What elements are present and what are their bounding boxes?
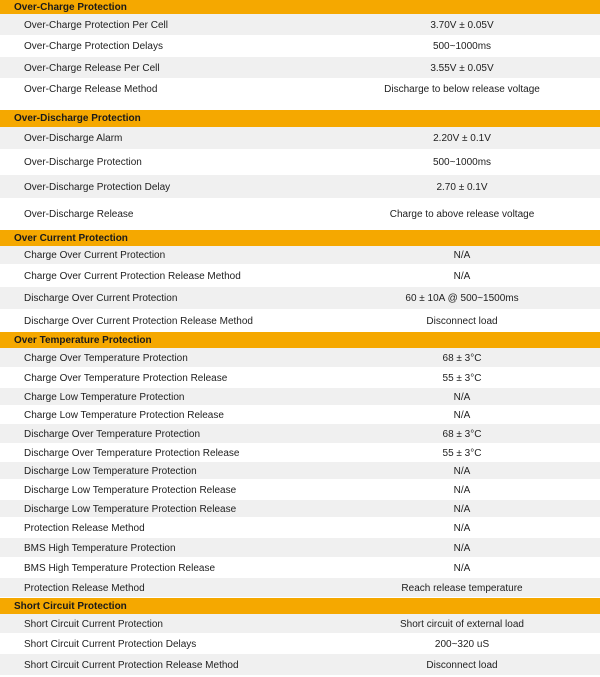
parameter-label: Short Circuit Current Protection	[24, 618, 163, 630]
parameter-value: Discharge to below release voltage	[384, 83, 540, 95]
parameter-value: Disconnect load	[426, 659, 498, 671]
parameter-value: N/A	[453, 409, 471, 421]
parameter-value: Disconnect load	[426, 315, 498, 327]
parameter-label: Charge Over Current Protection Release Method	[24, 270, 241, 282]
table-row	[0, 175, 600, 199]
table-row	[0, 265, 600, 287]
table-row	[0, 444, 600, 462]
table-row	[0, 150, 600, 175]
section-header	[0, 0, 600, 14]
table-row	[0, 480, 600, 500]
parameter-label: Discharge Over Current Protection	[24, 293, 178, 304]
parameter-value: 55 ± 3°C	[442, 372, 482, 384]
section-header	[0, 598, 600, 614]
parameter-value: N/A	[453, 391, 471, 403]
section-title: Over Temperature Protection	[14, 334, 152, 346]
section-header	[0, 230, 600, 246]
parameter-label: BMS High Temperature Protection	[24, 542, 176, 554]
parameter-label: Discharge Low Temperature Protection	[24, 465, 197, 477]
table-row	[0, 127, 600, 150]
table-row	[0, 558, 600, 578]
parameter-value: 55 ± 3°C	[442, 447, 482, 459]
parameter-value: Charge to above release voltage	[389, 208, 535, 220]
parameter-label: Over-Charge Protection Per Cell	[24, 19, 168, 31]
parameter-value: N/A	[453, 484, 471, 496]
parameter-label: Protection Release Method	[24, 582, 145, 594]
table-row	[0, 518, 600, 538]
row-divider	[0, 675, 600, 676]
section-title: Over-Discharge Protection	[14, 113, 141, 124]
table-row	[0, 388, 600, 406]
row-divider	[0, 228, 600, 229]
parameter-value: 2.70 ± 0.1V	[436, 181, 488, 193]
table-row	[0, 79, 600, 99]
parameter-label: Over-Charge Release Per Cell	[24, 62, 160, 74]
table-row	[0, 348, 600, 368]
parameter-label: Over-Charge Release Method	[24, 83, 158, 95]
table-row	[0, 287, 600, 310]
table-row	[0, 634, 600, 654]
parameter-label: Short Circuit Current Protection Delays	[24, 638, 197, 650]
parameter-label: BMS High Temperature Protection Release	[24, 562, 216, 574]
parameter-value: 68 ± 3°C	[442, 428, 482, 440]
parameter-label: Charge Over Current Protection	[24, 250, 166, 261]
parameter-value: 3.70V ± 0.05V	[430, 19, 494, 31]
section-header	[0, 332, 600, 348]
parameter-value: Reach release temperature	[401, 582, 523, 594]
parameter-label: Over-Discharge Alarm	[24, 133, 123, 144]
parameter-value: 500~1000ms	[432, 157, 492, 168]
table-row	[0, 654, 600, 676]
parameter-label: Over-Discharge Release	[24, 208, 134, 220]
section-title: Over Current Protection	[14, 232, 128, 244]
parameter-value: Short circuit of external load	[400, 618, 524, 630]
parameter-label: Discharge Over Current Protection Release Method	[24, 315, 253, 327]
parameter-label: Charge Over Temperature Protection	[24, 352, 188, 364]
table-row	[0, 500, 600, 518]
parameter-value: N/A	[453, 250, 471, 261]
parameter-value: N/A	[453, 562, 471, 574]
parameter-value: N/A	[453, 542, 471, 554]
table-row	[0, 614, 600, 634]
table-row	[0, 462, 600, 480]
parameter-label: Discharge Over Temperature Protection Release	[24, 447, 240, 459]
parameter-value: N/A	[453, 522, 471, 534]
table-row	[0, 406, 600, 424]
table-row	[0, 14, 600, 36]
section-header	[0, 110, 600, 127]
table-row	[0, 246, 600, 265]
table-row	[0, 310, 600, 332]
parameter-label: Discharge Low Temperature Protection Release	[24, 503, 237, 515]
row-divider	[0, 98, 600, 99]
parameter-label: Discharge Low Temperature Protection Release	[24, 484, 237, 496]
parameter-value: 60 ± 10A @ 500~1500ms	[405, 293, 519, 304]
table-row	[0, 57, 600, 79]
parameter-label: Protection Release Method	[24, 522, 145, 534]
table-row	[0, 368, 600, 388]
parameter-label: Charge Low Temperature Protection Release	[24, 409, 224, 421]
section-title: Over-Charge Protection	[14, 1, 127, 13]
parameter-value: 200~320 uS	[434, 638, 490, 650]
parameter-label: Over-Discharge Protection Delay	[24, 181, 171, 193]
parameter-value: N/A	[453, 270, 471, 282]
table-row	[0, 578, 600, 598]
table-row	[0, 424, 600, 444]
parameter-value: 500~1000ms	[432, 41, 492, 52]
parameter-value: N/A	[453, 503, 471, 515]
table-row	[0, 538, 600, 558]
parameter-label: Discharge Over Temperature Protection	[24, 428, 201, 440]
section-title: Short Circuit Protection	[14, 600, 127, 612]
parameter-value: N/A	[453, 465, 471, 477]
table-row	[0, 36, 600, 57]
parameter-value: 3.55V ± 0.05V	[430, 62, 494, 74]
parameter-label: Charge Low Temperature Protection	[24, 391, 185, 403]
parameter-label: Short Circuit Current Protection Release Method	[24, 659, 239, 671]
parameter-value: 68 ± 3°C	[442, 352, 482, 364]
parameter-value: 2.20V ± 0.1V	[433, 133, 491, 144]
parameter-label: Over-Discharge Protection	[24, 157, 142, 168]
parameter-label: Charge Over Temperature Protection Release	[24, 372, 228, 384]
parameter-label: Over-Charge Protection Delays	[24, 41, 163, 52]
table-row	[0, 199, 600, 229]
